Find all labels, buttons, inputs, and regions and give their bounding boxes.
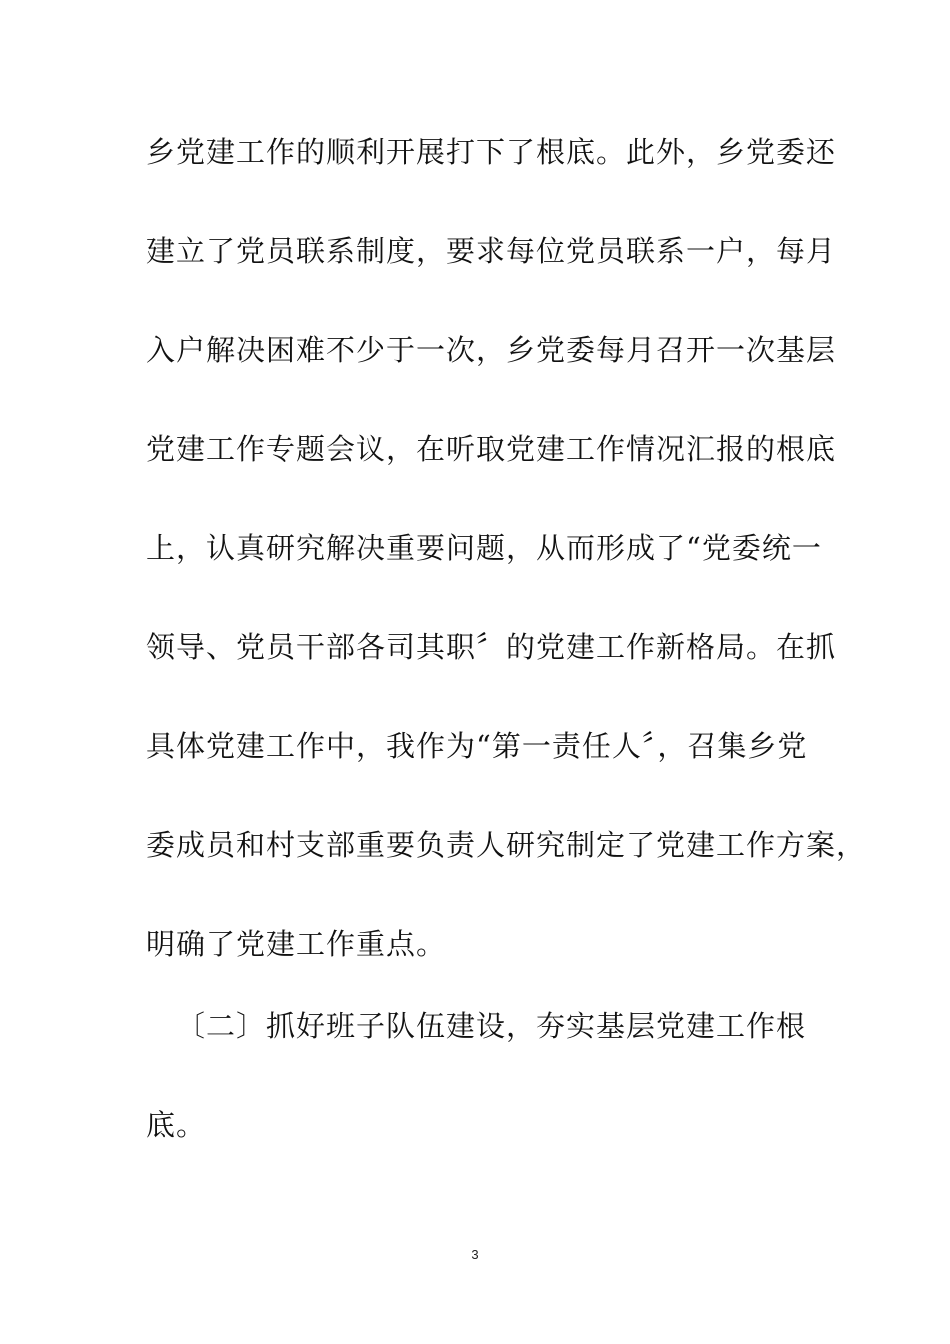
body-text-line: 委成员和村支部重要负责人研究制定了党建工作方案，: [146, 828, 867, 862]
body-text-line: 上，认真研究解决重要问题，从而形成了“党委统一: [146, 531, 822, 565]
body-text-line: 建立了党员联系制度，要求每位党员联系一户，每月: [146, 234, 837, 268]
body-text-line: 具体党建工作中，我作为“第一责任人〞，召集乡党: [146, 729, 808, 763]
body-text-line: 党建工作专题会议，在听取党建工作情况汇报的根底: [146, 432, 837, 466]
body-text-line: 明确了党建工作重点。: [146, 927, 447, 961]
section-heading-line: 〔二〕抓好班子队伍建设，夯实基层党建工作根: [176, 1009, 807, 1043]
body-text-line: 乡党建工作的顺利开展打下了根底。此外，乡党委还: [146, 135, 837, 169]
section-heading-line: 底。: [146, 1108, 207, 1142]
body-text-line: 入户解决困难不少于一次，乡党委每月召开一次基层: [146, 333, 837, 367]
page-number: 3: [471, 1247, 479, 1262]
body-text-line: 领导、党员干部各司其职〞的党建工作新格局。在抓: [146, 630, 837, 664]
